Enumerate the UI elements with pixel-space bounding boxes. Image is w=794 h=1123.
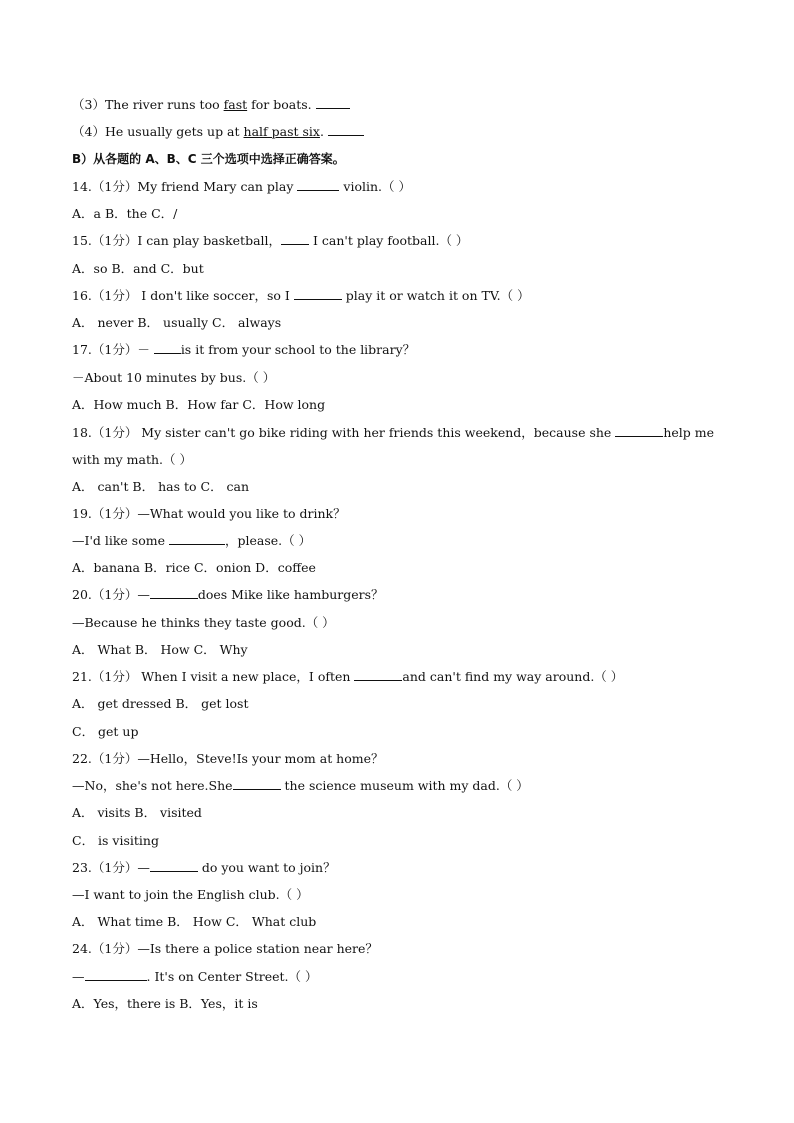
options-text: A．banana B．rice C．onion D．coffee — [72, 560, 316, 575]
question-24 — [72, 940, 378, 958]
question-22-response — [72, 777, 529, 795]
question-22 — [72, 750, 384, 768]
options-text: A． get dressed B． get lost — [72, 696, 249, 711]
question-19 — [72, 505, 346, 523]
answer-blank[interactable] — [154, 341, 181, 354]
answer-blank[interactable] — [85, 968, 147, 981]
question-21-stem: 21.（1分） When I visit a new place，I often — [72, 669, 355, 684]
question-18 — [72, 419, 732, 474]
question-14-stem-end: violin.（ ） — [339, 179, 411, 194]
answer-blank[interactable] — [281, 232, 309, 245]
question-21 — [72, 668, 623, 686]
response-text-end: . It's on Center Street.（ ） — [146, 969, 318, 984]
response-text: — — [72, 969, 85, 984]
question-20-stem-end: does Mike like hamburgers？ — [197, 587, 384, 602]
options-text: C． get up — [72, 724, 139, 739]
answer-blank[interactable] — [354, 668, 402, 681]
question-15 — [72, 232, 468, 250]
question-17-response — [72, 369, 275, 387]
response-text-end: the science museum with my dad.（ ） — [280, 778, 529, 793]
sub-question-4-underlined: half past six — [243, 124, 320, 139]
answer-blank[interactable] — [150, 586, 198, 599]
question-24-stem: 24.（1分）—Is there a police station near here？ — [72, 941, 378, 956]
question-21-options-ab — [72, 695, 249, 713]
question-16 — [72, 287, 530, 305]
response-text: —I'd like some — [72, 533, 169, 548]
question-23-options — [72, 913, 316, 931]
question-21-options-c — [72, 723, 139, 741]
answer-blank[interactable] — [328, 123, 364, 136]
response-text: —I want to join the English club.（ ） — [72, 887, 309, 902]
options-text: A． visits B． visited — [72, 805, 202, 820]
question-17-options — [72, 396, 325, 414]
question-23 — [72, 859, 336, 877]
question-15-stem: 15.（1分）I can play basketball， — [72, 233, 282, 248]
question-22-options-c — [72, 832, 159, 850]
question-23-stem-end: do you want to join？ — [197, 860, 336, 875]
answer-blank[interactable] — [294, 287, 342, 300]
options-text: C． is visiting — [72, 833, 159, 848]
question-23-stem: 23.（1分）— — [72, 860, 150, 875]
response-text: －About 10 minutes by bus.（ ） — [72, 370, 276, 385]
question-17 — [72, 341, 415, 359]
sub-question-4-suffix: . — [319, 124, 328, 139]
question-18-options — [72, 478, 249, 496]
sub-question-3-prefix: （3）The river runs too — [72, 97, 224, 112]
question-24-options — [72, 995, 258, 1013]
options-text: A． can't B． has to C． can — [72, 479, 250, 494]
answer-blank[interactable] — [615, 424, 663, 437]
sub-question-4-prefix: （4）He usually gets up at — [72, 124, 244, 139]
question-24-response — [72, 968, 318, 986]
question-16-stem: 16.（1分） I don't like soccer，so I — [72, 288, 294, 303]
answer-blank[interactable] — [316, 96, 350, 109]
options-text: A．so B．and C．but — [72, 261, 204, 276]
sub-question-3-underlined: fast — [223, 97, 248, 112]
response-text: —Because he thinks they taste good.（ ） — [72, 615, 335, 630]
question-14-stem: 14.（1分）My friend Mary can play — [72, 179, 298, 194]
question-15-stem-end: I can't play football.（ ） — [309, 233, 469, 248]
options-text: A．Yes，there is B．Yes，it is — [72, 996, 258, 1011]
response-text-end: ，please.（ ） — [224, 533, 312, 548]
options-text: A． What time B． How C． What club — [72, 914, 317, 929]
sub-question-4 — [72, 123, 364, 141]
response-text: —No，she's not here.She — [72, 778, 233, 793]
question-16-stem-end: play it or watch it on TV.（ ） — [341, 288, 530, 303]
question-15-options — [72, 260, 204, 278]
sub-question-3-suffix: for boats. — [247, 97, 316, 112]
sub-question-3 — [72, 96, 350, 114]
question-22-stem: 22.（1分）—Hello，Steve!Is your mom at home？ — [72, 751, 384, 766]
question-20 — [72, 586, 384, 604]
question-22-options-ab — [72, 804, 202, 822]
question-20-options — [72, 641, 248, 659]
question-18-stem: 18.（1分） My sister can't go bike riding with her friends this weekend，because she — [72, 425, 616, 440]
question-17-stem: 17.（1分）－ — [72, 342, 154, 357]
question-14-options — [72, 205, 177, 223]
question-17-stem-end: is it from your school to the library？ — [180, 342, 416, 357]
options-text: A．How much B．How far C．How long — [72, 397, 326, 412]
answer-blank[interactable] — [233, 777, 281, 790]
question-16-options — [72, 314, 281, 332]
answer-blank[interactable] — [169, 532, 225, 545]
options-text: A． What B． How C． Why — [72, 642, 248, 657]
question-18-stem-end: help me with my math.（ ） — [72, 425, 714, 468]
section-b-heading: B）从各题的 A、B、C 三个选项中选择正确答案。 — [72, 152, 345, 166]
options-text: A． never B． usually C． always — [72, 315, 282, 330]
answer-blank[interactable] — [150, 859, 198, 872]
question-19-options — [72, 559, 316, 577]
question-19-response — [72, 532, 311, 550]
question-21-stem-end: and can't find my way around.（ ） — [402, 669, 624, 684]
question-20-response — [72, 614, 335, 632]
answer-blank[interactable] — [297, 178, 339, 191]
question-20-stem: 20.（1分）— — [72, 587, 150, 602]
question-23-response — [72, 886, 309, 904]
options-text: A．a B．the C．/ — [72, 206, 178, 221]
question-19-stem: 19.（1分）—What would you like to drink？ — [72, 506, 346, 521]
question-14 — [72, 178, 411, 196]
